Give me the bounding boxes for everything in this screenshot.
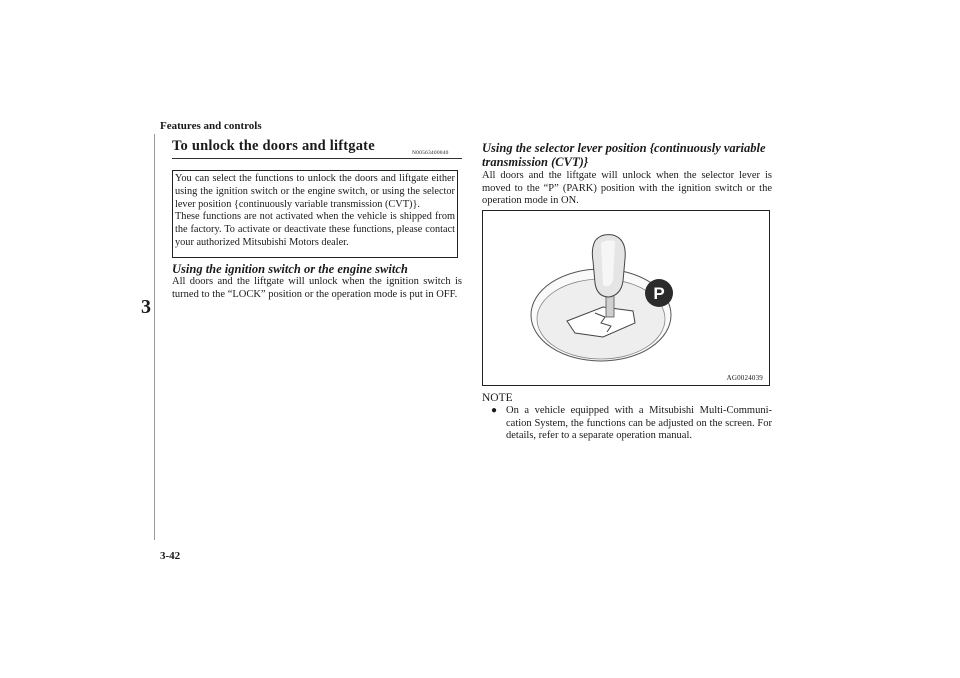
selector-lever-figure (482, 210, 770, 386)
selector-paragraph: All doors and the liftgate will unlock when the selector lever is moved to the “P” (PARK) position with the ignition switch or the operation mode in ON. (482, 170, 772, 207)
section-header: Features and controls (160, 120, 262, 132)
selector-section-title: Using the selector lever position {continuously variable transmission (CVT)} (482, 141, 766, 169)
info-paragraph: These functions are not activated when the vehicle is shipped from the factory. To activate or deactivate these functions, please contact your authorized Mitsubishi Motors dealer. (175, 211, 455, 248)
note-item (482, 405, 772, 443)
page-number: 3-42 (160, 550, 181, 562)
info-box (172, 170, 458, 258)
title-rule (172, 158, 462, 159)
note-text: On a vehicle equipped with a Mitsubishi Multi-Communi-cation System, the functions can be adjusted on the screen. For details, refer to a separate operation manual. (506, 405, 772, 442)
ignition-paragraph: All doors and the liftgate will unlock when the ignition switch is turned to the “LOCK” position or the operation mode is put in OFF. (172, 276, 462, 300)
figure-id: AG0024039 (726, 374, 763, 382)
ignition-section-body (172, 276, 462, 301)
p-badge-letter: P (653, 284, 665, 303)
chapter-number: 3 (141, 296, 151, 318)
selector-lever-illustration (483, 211, 769, 385)
note-label: NOTE (482, 392, 513, 404)
ignition-section-title: Using the ignition switch or the engine switch (172, 262, 408, 276)
info-paragraph: You can select the functions to unlock the doors and liftgate either using the ignition switch or the engine switch, or using the selector lever position {continuously variable transmission (CVT)}. (175, 173, 455, 210)
chapter-divider (154, 134, 155, 540)
main-section-title: To unlock the doors and liftgate (172, 138, 375, 154)
selector-section-body (482, 170, 772, 208)
bullet-icon: ● (491, 405, 498, 416)
section-code: N00563400040 (412, 150, 449, 156)
